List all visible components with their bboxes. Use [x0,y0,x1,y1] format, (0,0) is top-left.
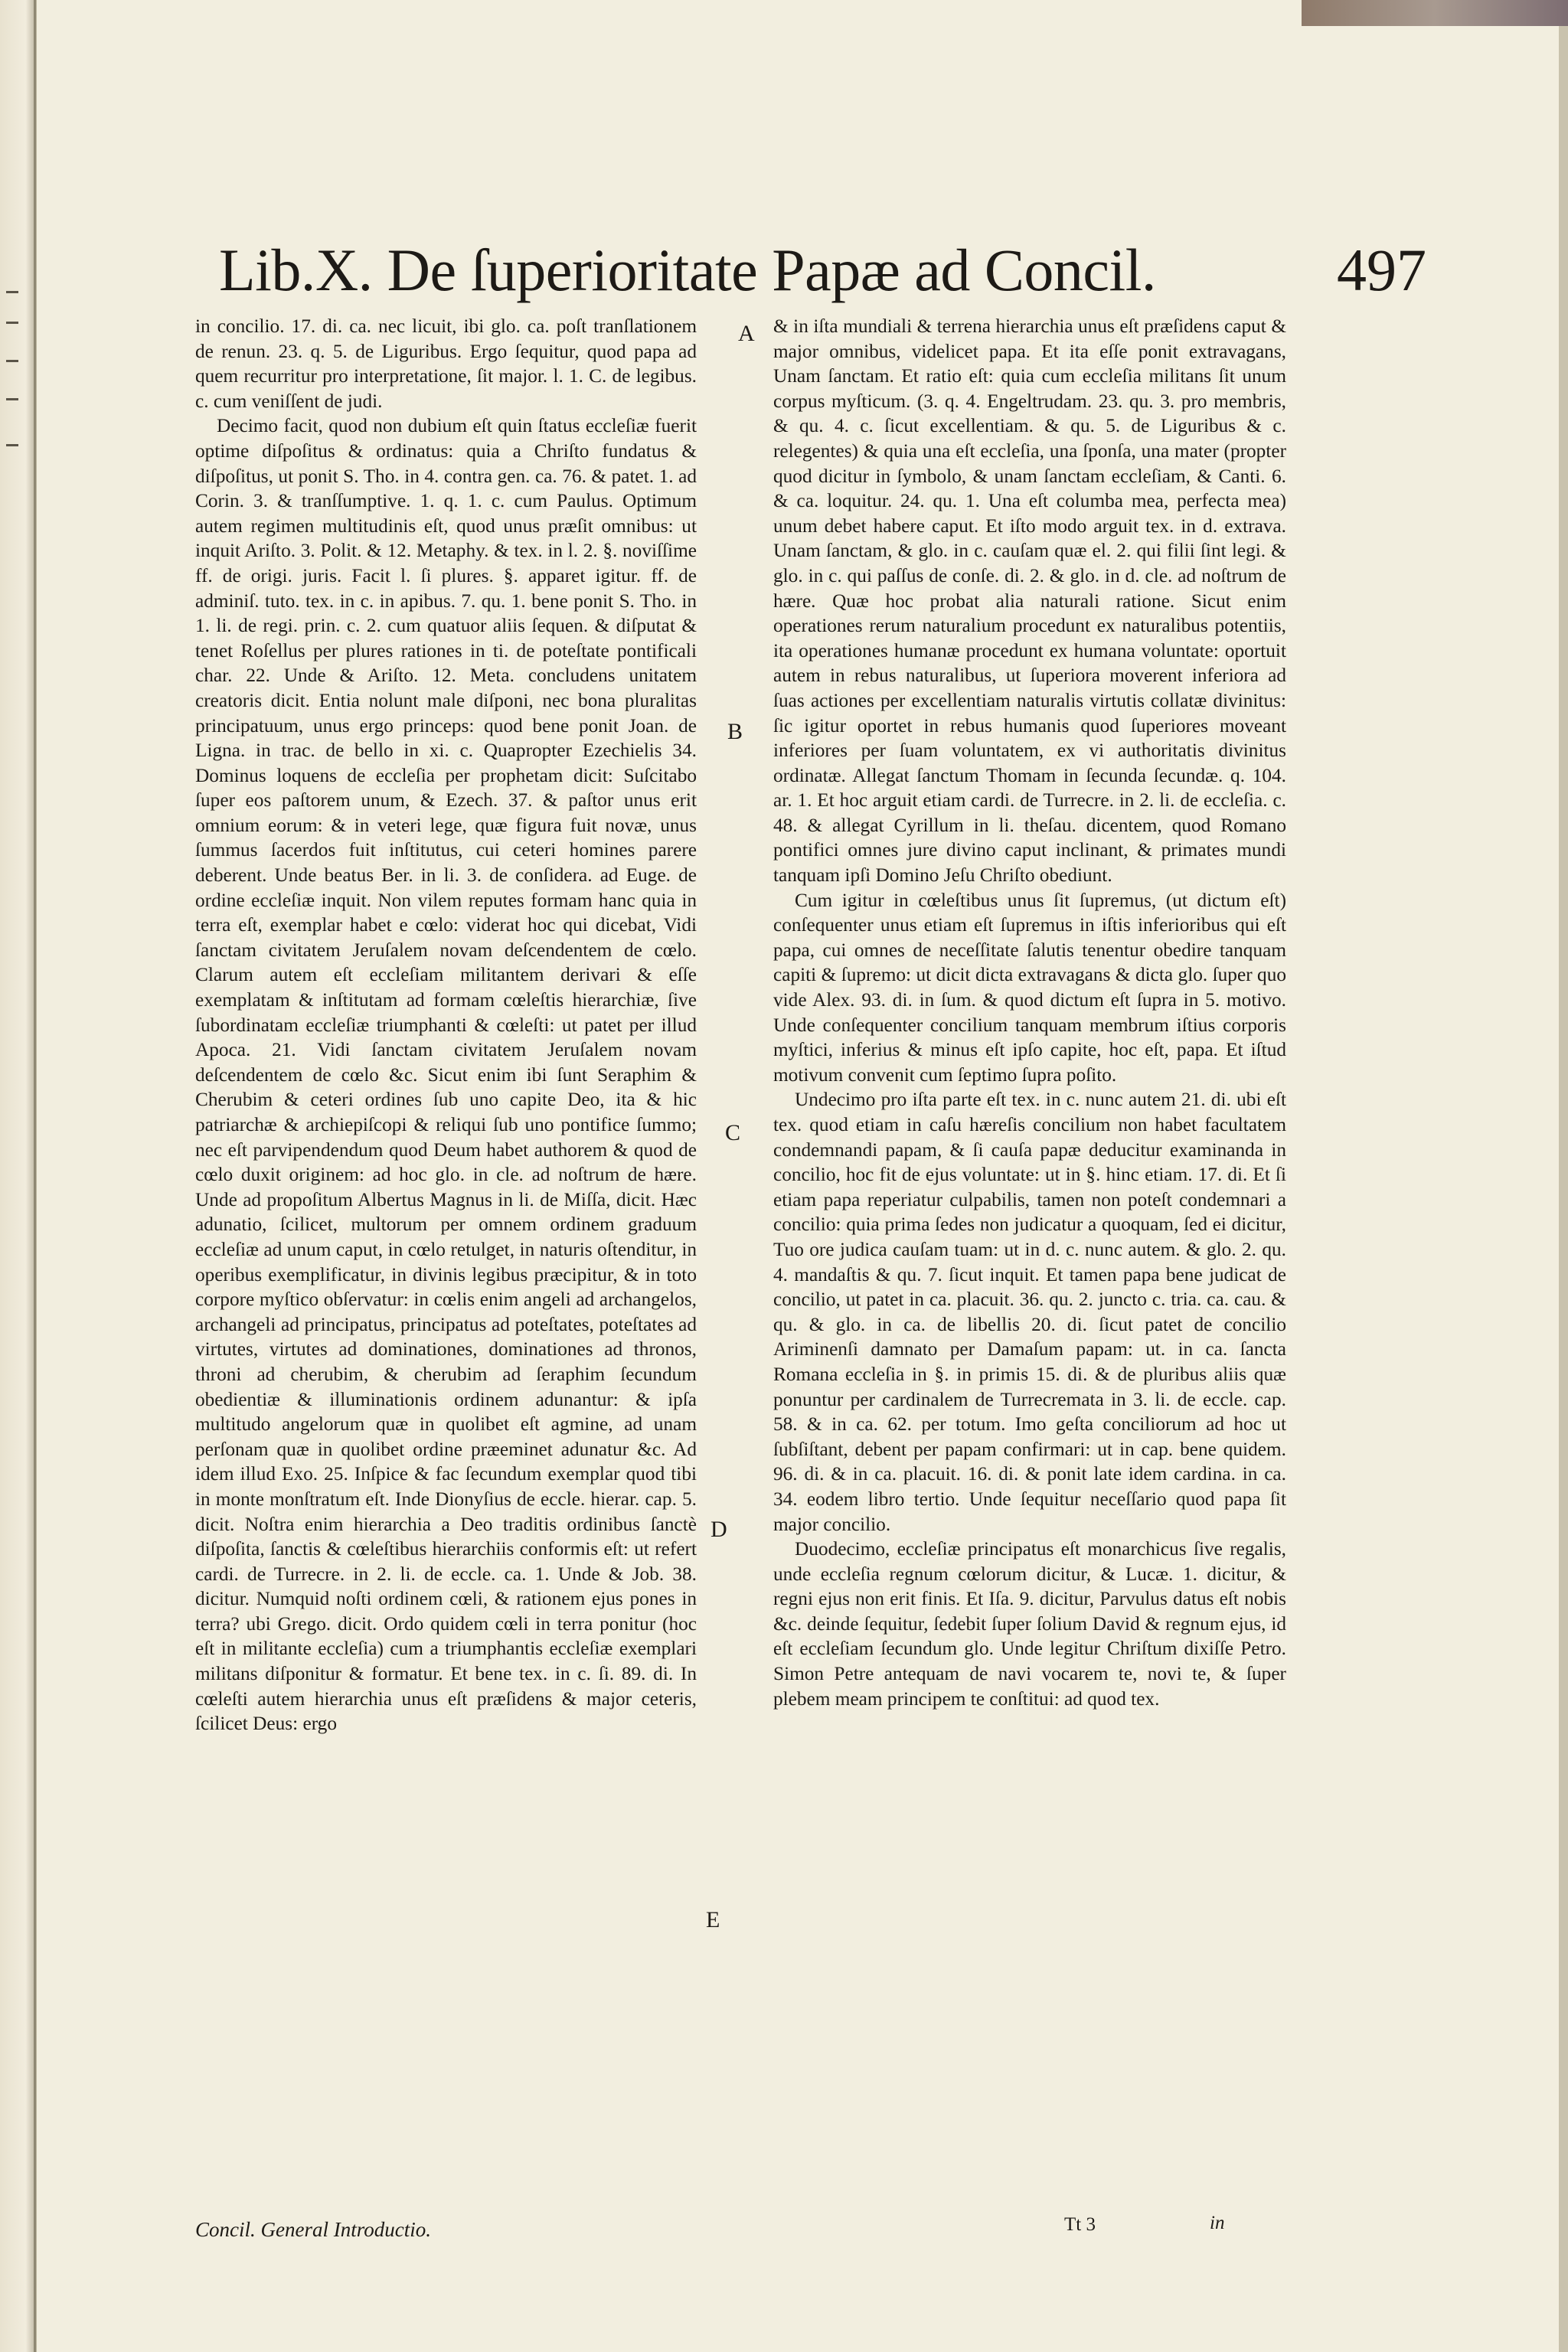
margin-marker-a: A [738,321,755,346]
signature-mark: Tt 3 [1064,2214,1096,2235]
running-header [219,230,1426,322]
margin-marker-b: B [727,719,743,744]
book-spine [0,0,37,2352]
left-page-edge-mark [6,360,18,362]
signature-line: Concil. General Introductio. [195,2218,431,2241]
page-number: 497 [1337,237,1426,303]
gutter-line [34,0,36,2352]
left-page-edge-mark [6,322,18,324]
left-paragraph: Decimo facit, quod non dubium eſt quin ſtatus eccleſiæ fuerit optime diſpoſitus & ordinatus: quia a Chriſto fundatus & diſpoſitus, ut ponit S. Tho. in 4. contra gen. ca. 76. & patet. 1. ad Corin. 3. & tranſſumptive. 1. q. 1. c. cum Paulus. Optimum autem regimen multitudinis eſt, quod unus præſit omnibus: ut inquit Ariſto. 3. Polit. & 12. Metaphy. & tex. in l. 2. §. noviſſime ff. de origi. juris. Facit l. ſi plures. §. apparet igitur. ff. de adminiſ. tuto. tex. in c. in apibus. 7. qu. 1. bene ponit S. Tho. in 1. li. de regi. prin. c. 2. cum quatuor aliis ſequen. & diſputat & tenet Roſellus per plures rationes in ti. de poteſtate pontificali char. 22. Unde & Ariſto. 12. Meta. concludens unitatem creatoris dicit. Entia nolunt male diſponi, nec bona pluralitas principatuum, unus ergo princeps: quod bene ponit Joan. de Ligna. in trac. de bello in xi. c. Quapropter Ezechielis 34. Dominus loquens de eccleſia per prophetam dicit: Suſcitabo ſuper eos paſtorem unum, & Ezech. 37. & paſtor unus erit omnium eorum: & in veteri lege, quæ figura fuit novæ, unus ſummus ſacerdos fuit inſtitutus, cui ceteri homines parere deberent. Unde beatus Ber. in li. 3. de conſidera. ad Euge. de ordine eccleſiæ inquit. Non vilem reputes formam hanc quia in terra eſt, exemplar habet e cœlo: viderat hoc qui dicebat, Vidi ſanctam civitatem Jeruſalem novam deſcendentem de cœlo. Clarum autem eſt eccleſiam militantem derivari & eſſe exemplatam & inſtitutam ad formam cœleſtis hierarchiæ, ſive ſubordinatam eccleſiæ triumphanti & cœleſti: ut patet per illud Apoca. 21. Vidi ſanctam civitatem Jeruſalem novam deſcendentem de cœlo &c. Sicut enim ibi ſunt Seraphim & Cherubim & ceteri ordines ſub uno capite Deo, ita & hic patriarchæ & archiepiſcopi & reliqui ſub uno pontifice ſummo; nec eſt parvipendendum quod Deum habet authorem & quod de cœlo duxit originem: ad hoc glo. in cle. ad noſtrum de hære. Unde ad propoſitum Albertus Magnus in li. de Miſſa, dicit. Hæc adunatio, ſcilicet, multorum per omnem ordinem graduum eccleſiæ ad unum caput, in cœlo retulget, in naturis oſtenditur, in operibus exemplificatur, in divinis legibus præcipitur, & in toto corpore myſtico obſervatur: in cœlis enim angeli ad archangelos, archangeli ad principatus, principatus ad poteſtates, poteſtates ad virtutes, virtutes ad dominationes, dominationes ad thronos, throni ad cherubim, & cherubim ad ſeraphim ſecundum obedientiæ & illuminationis ordinem adunantur: & ipſa multitudo angelorum quæ in quolibet eſt agmine, ad unam perſonam quæ in quolibet ordine præeminet adunatur &c. Ad idem illud Exo. 25. Inſpice & fac ſecundum exemplar quod tibi in monte monſtratum eſt. Inde Dionyſius de eccle. hierar. cap. 5. dicit. Noſtra enim hierarchia a Deo traditis ordinibus ſanctè diſpoſita, ſanctis & cœleſtibus hierarchiis conformis eſt: ut refert cardi. de Turrecre. in 2. li. de eccle. ca. 1. Unde & Job. 38. dicitur. Numquid noſti ordinem cœli, & rationem ejus pones in terra? ubi Grego. dicit. Ordo quidem cœli in terra ponitur (hoc eſt in militante eccleſia) cum a triumphantis eccleſiæ exemplari militans diſponitur & formatur. Et bene tex. in c. ſi. 89. di. In cœleſti autem hierarchia unus eſt præſidens & major ceteris, ſcilicet Deus: ergo [195,415,697,1735]
right-paragraph: Cum igitur in cœleſtibus unus ſit ſupremus, (ut dictum eſt) conſequenter unus etiam eſt ſupremus in iſtis inferioribus qui eſt papa, cui omnes de neceſſitate ſalutis tenentur obedire tanquam capiti & ſupremo: ut dicit dicta extravagans & dicta glo. ſuper quo vide Alex. 93. di. in ſum. & quod dictum eſt ſupra in 5. motivo. Unde conſequenter concilium tanquam membrum iſtius corporis myſtici, inferius & minus eſt ipſo capite, hoc eſt, papa. Et iſtud motivum convenit cum ſeptimo ſupra poſito. [773,889,1286,1086]
left-column [195,314,697,1736]
right-paragraph: Undecimo pro iſta parte eſt tex. in c. nunc autem 21. di. ubi eſt tex. quod etiam in caſu hæreſis concilium non habet facultatem condemnandi papam, & ſi cauſa papæ deducitur examinanda in concilio, hoc fit de ejus voluntate: ut in §. hinc etiam. 17. di. Et ſi etiam papa reperiatur culpabilis, tamen non poteſt condemnari a concilio: quia prima ſedes non judicatur a quoquam, ſed ei dicitur, Tuo ore judica cauſam tuam: ut in d. c. nunc autem. & glo. 2. qu. 4. mandaſtis & qu. 7. ſicut inquit. Et tamen papa bene judicat de concilio, ut patet in ca. placuit. 36. qu. 2. juncto c. tria. ca. cau. & qu. & glo. in ca. de libellis 20. di. ſicut patet de concilio Ariminenſi damnato per Damaſum papam: ut. in ca. ſancta Romana eccleſia in §. in primis 15. di. & de pluribus aliis quæ ponuntur per cardinalem de Turrecremata in 3. li. de eccle. cap. 58. & in ca. 62. per totum. Imo geſta conciliorum ad hoc ut ſubſiſtant, debent per papam confirmari: ut in cap. bene quidem. 96. di. & in ca. placuit. 16. di. & ponit late idem cardina. in ca. 34. eodem libro tertio. Unde ſequitur neceſſario quod papa ſit major concilio. [773,1089,1286,1535]
catchword: in [1210,2213,1225,2233]
left-page-edge-mark [6,444,18,446]
right-paragraph: Duodecimo, eccleſiæ principatus eſt monarchicus ſive regalis, unde eccleſia regnum cœlorum dicitur, & Lucæ. 1. dicitur, & regni ejus non erit finis. Et Iſa. 9. dicitur, Parvulus datus eſt nobis &c. deinde ſequitur, ſedebit ſuper ſolium David & regnum ejus, id eſt eccleſiam ſecundum glo. Unde legitur Chriſtum dixiſſe Petro. Simon Petre antequam de navi vocarem te, novi te, & ſuper plebem meam principem te conſtitui: ad quod tex. [773,1538,1286,1710]
right-column [773,314,1286,1711]
right-paragraph: & in iſta mundiali & terrena hierarchia unus eſt præſidens caput & major omnibus, videlicet papa. Et ita eſſe ponit extravagans, Unam ſanctam. Et ratio eſt: quia cum eccleſia militans ſit unum corpus myſticum. (3. q. 4. Engeltrudam. 23. qu. 3. pro membris, & qu. 4. c. ſicut excellentiam. & qu. 5. de Liguribus & c. relegentes) & quia una eſt eccleſia, una ſponſa, una mater (propter quod dicitur in ſymbolo, & unam ſanctam eccleſiam, & Canti. 6. & ca. loquitur. 24. qu. 1. Una eſt columba mea, perfecta mea) unum debet habere caput. Et iſto modo arguit tex. in d. extrava. Unam ſanctam, & glo. in c. cauſam quæ el. 2. qui filii ſint legi. & glo. in c. qui paſſus de conſe. di. 2. & glo. in d. cle. ad noſtrum de hære. Quæ hoc probat alia naturali ratione. Sicut enim operationes rerum naturalium procedunt ex naturalibus potentiis, ita operationes humanæ procedunt ex humana voluntate: oportuit autem in rebus naturalibus, ut ſuperiora moverent inferiora ad ſuas actiones per excellentiam naturalis virtutis collatæ divinitus: ſic igitur oportet in rebus humanis quod ſuperiores moveant inferiores per ſuam voluntatem, ex vi authoritatis divinitus ordinatæ. Allegat ſanctum Thomam in ſecunda ſecundæ. q. 104. ar. 1. Et hoc arguit etiam cardi. de Turrecre. in 2. li. de eccleſia. c. 48. & allegat Cyrillum in li. theſau. dicentem, quod Romano pontifici omnes jure divino caput inclinant, & primates mundi tanquam ipſi Domino Jeſu Chriſto obediunt. [773,315,1286,887]
left-page-edge-mark [6,398,18,400]
margin-marker-c: C [725,1120,741,1145]
top-edge-band [1302,0,1568,26]
margin-marker-e: E [706,1907,720,1932]
margin-marker-d: D [710,1517,727,1542]
left-paragraph: in concilio. 17. di. ca. nec licuit, ibi glo. ca. poſt tranſlationem de renun. 23. q. 5. de Liguribus. Ergo ſequitur, quod papa ad quem recurritur pro interpretatione, ſit major. l. 1. C. de legibus. c. cum veniſſent de judi. [195,315,697,412]
left-page-edge-mark [6,291,18,293]
running-title: Lib.X. De ſuperioritate Papæ ad Concil. [219,237,1156,303]
